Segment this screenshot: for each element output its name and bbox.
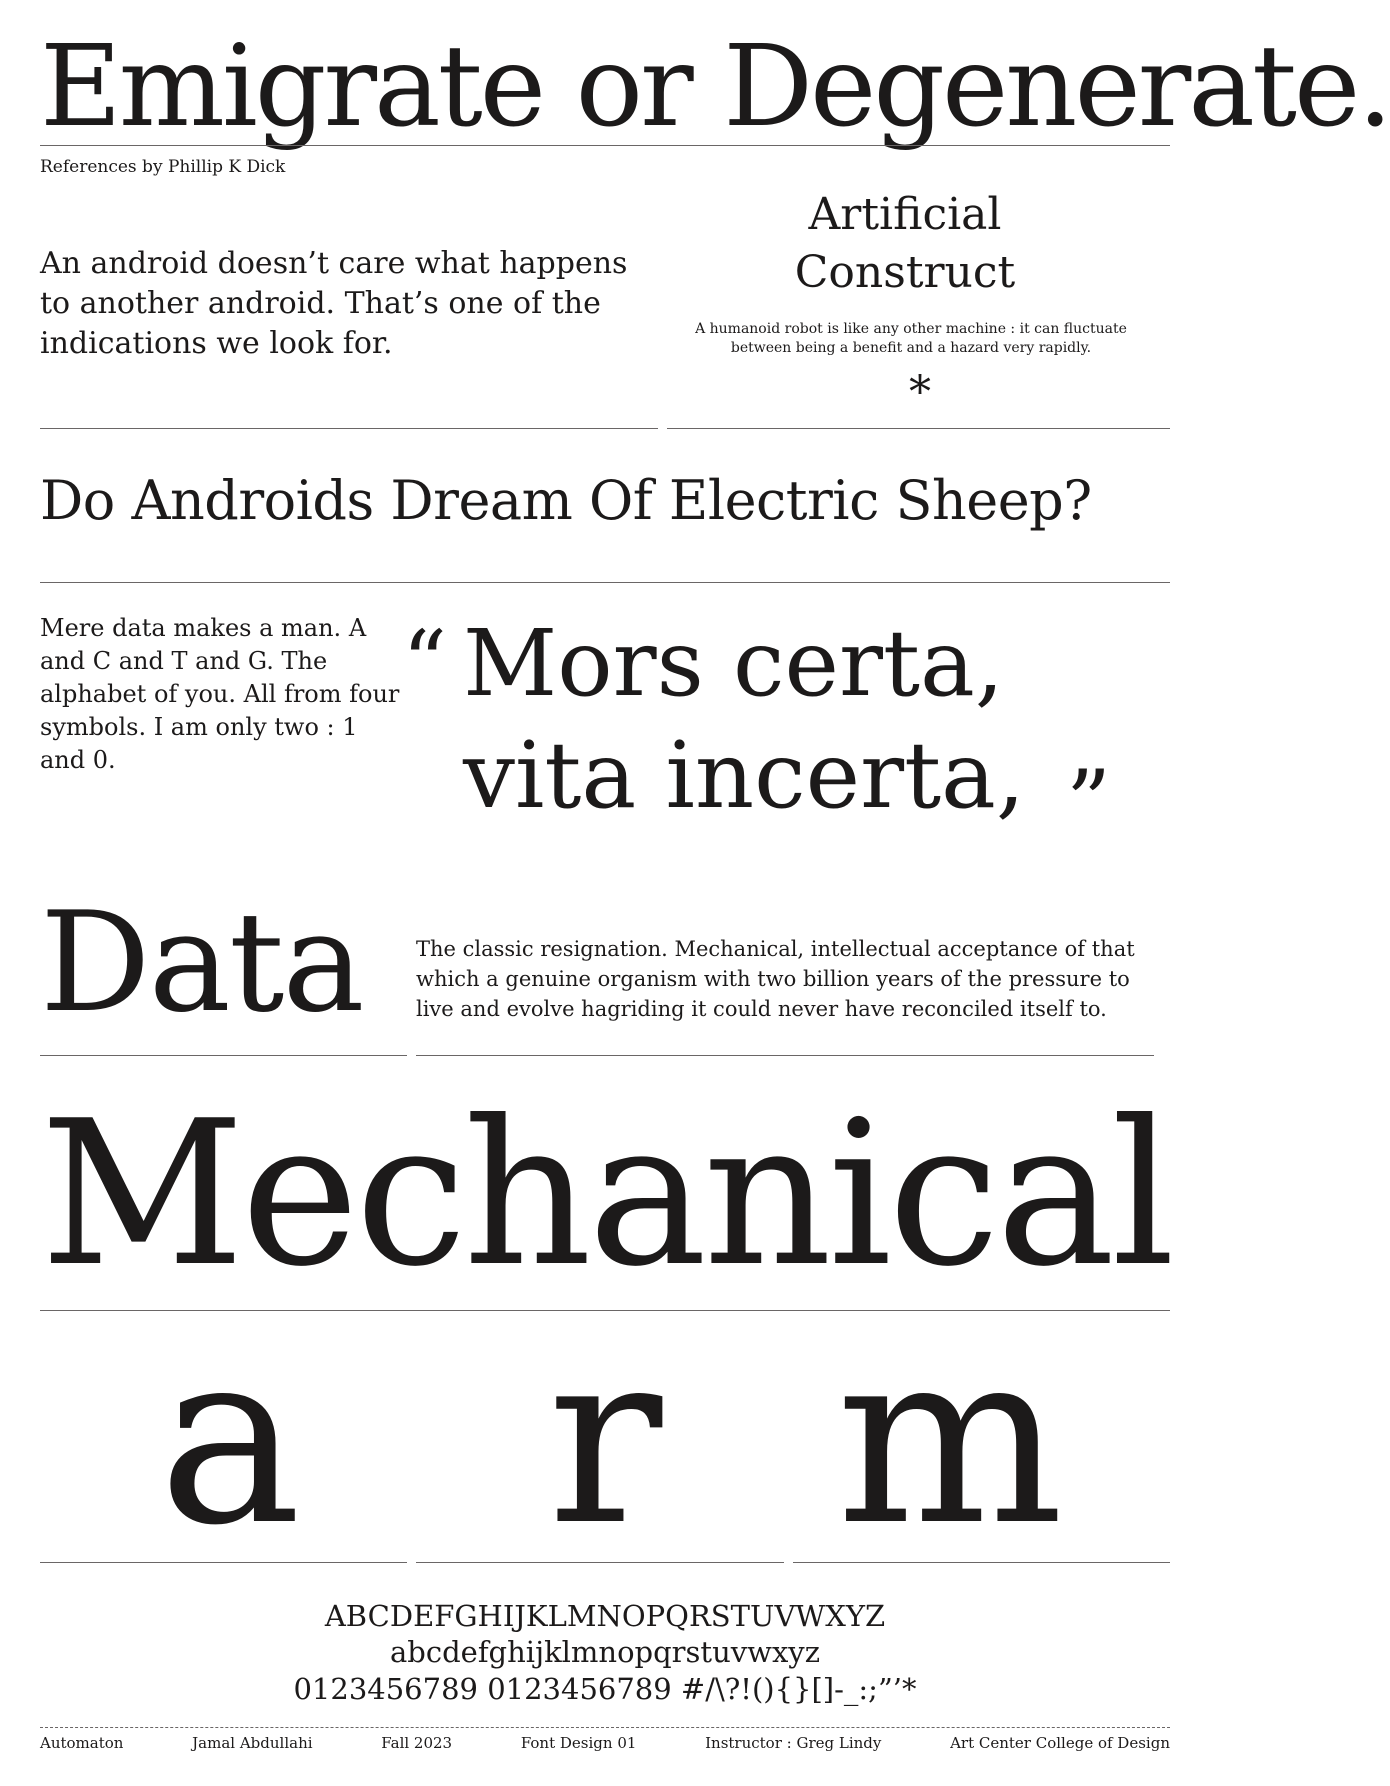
specimen-digits-symbols: 0123456789 0123456789 #/\?!(){}[]-_:;”’*	[293, 1672, 917, 1706]
footer-designer: Jamal Abdullahi	[192, 1734, 313, 1752]
glyph-r: r	[547, 1298, 663, 1578]
glyph-m: m	[836, 1298, 1064, 1578]
references-credit: References by Phillip K Dick	[40, 157, 286, 177]
divider-section5-left	[40, 1562, 407, 1563]
artificial-construct-line1: Artificial	[808, 189, 1002, 240]
specimen-lowercase: abcdefghijklmnopqrstuvwxyz	[390, 1635, 820, 1669]
footer-divider	[40, 1727, 1170, 1728]
divider-section2	[40, 582, 1170, 583]
footer-course: Font Design 01	[520, 1734, 637, 1752]
artificial-construct-line2: Construct	[794, 247, 1016, 298]
divider-section1-right	[667, 428, 1170, 429]
close-quote-mark: ”	[1066, 751, 1111, 854]
book-title: Do Androids Dream Of Electric Sheep?	[40, 469, 1092, 532]
artificial-construct-heading	[660, 186, 1150, 302]
artificial-construct-body: A humanoid robot is like any other machine : it can fluctuate between being a benefit and a hazard very rapidly.	[695, 321, 1127, 356]
footer-term: Fall 2023	[381, 1734, 453, 1752]
asterisk-ornament: *	[909, 367, 931, 418]
latin-quote-line2: vita incerta,	[463, 722, 1026, 829]
footer-typeface: Automaton	[40, 1734, 124, 1752]
dna-quote: Mere data makes a man. A and C and T and G. The alphabet of you. All from four symbols. I am only two : 1 and 0.	[40, 614, 400, 774]
latin-quote-line1: Mors certa,	[463, 610, 1005, 717]
data-word: Data	[40, 882, 363, 1043]
divider-top	[40, 145, 1170, 146]
classic-resignation-quote: The classic resignation. Mechanical, intellectual acceptance of that which a genuine organism with two billion years of the pressure to live and evolve hagriding it could never have reconciled itself to.	[416, 937, 1135, 1021]
footer	[40, 1733, 1170, 1753]
divider-section3-right	[416, 1055, 1154, 1056]
footer-school: Art Center College of Design	[950, 1734, 1170, 1752]
mechanical-word: Mechanical	[40, 1078, 1172, 1311]
footer-instructor: Instructor : Greg Lindy	[705, 1734, 882, 1752]
glyph-a: a	[158, 1298, 302, 1578]
specimen-uppercase: ABCDEFGHIJKLMNOPQRSTUVWXYZ	[324, 1599, 886, 1633]
divider-section5-right	[793, 1562, 1170, 1563]
divider-section1-left	[40, 428, 658, 429]
divider-section5-mid	[416, 1562, 784, 1563]
open-quote-mark: “	[402, 611, 447, 714]
android-quote: An android doesn’t care what happens to another android. That’s one of the indications we look for.	[40, 246, 628, 361]
poster-title: Emigrate or Degenerate.	[40, 22, 1390, 152]
divider-section3-left	[40, 1055, 407, 1056]
